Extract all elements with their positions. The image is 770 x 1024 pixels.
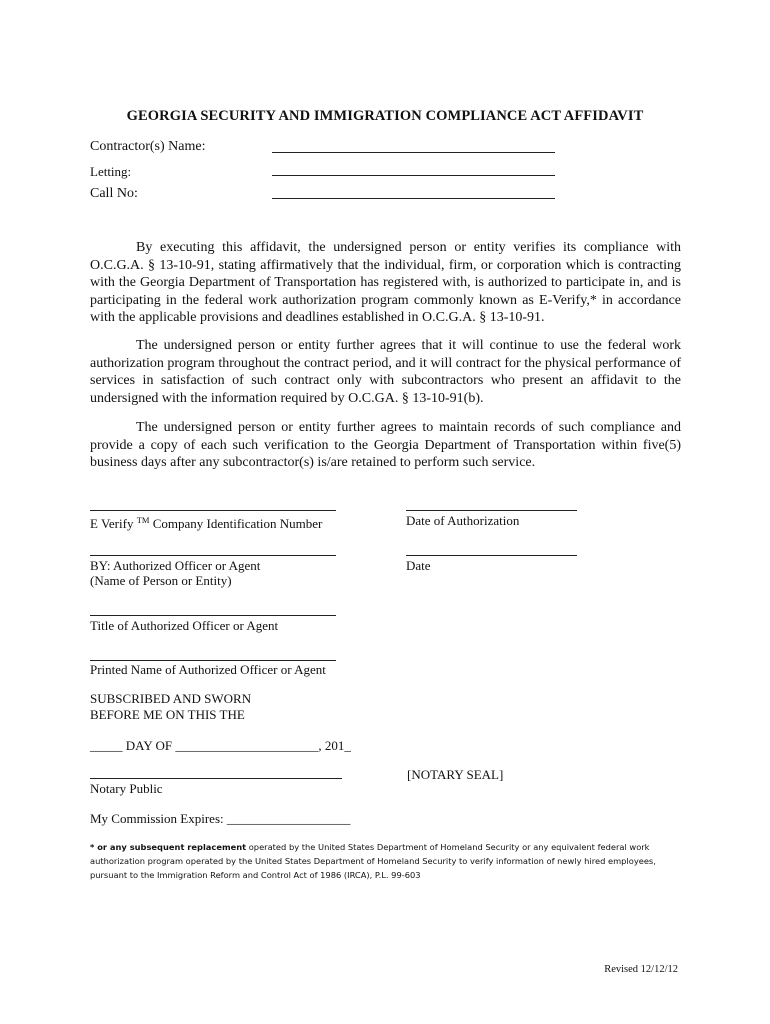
subscribed-line-1: SUBSCRIBED AND SWORN xyxy=(90,691,252,706)
date-of-authorization-label: Date of Authorization xyxy=(406,513,520,528)
name-of-person-label: (Name of Person or Entity) xyxy=(90,573,232,588)
everify-id-label xyxy=(90,512,322,532)
officer-title-label: Title of Authorized Officer or Agent xyxy=(90,618,279,633)
contractor-name-label: Contractor(s) Name: xyxy=(90,139,206,154)
revision-date: Revised 12/12/12 xyxy=(604,964,678,975)
notary-public-label: Notary Public xyxy=(90,781,163,796)
everify-prefix: E Verify xyxy=(90,516,134,531)
authorized-officer-field[interactable] xyxy=(90,555,336,556)
letting-field[interactable] xyxy=(272,175,555,176)
month-blank[interactable]: ______________________, xyxy=(175,738,322,753)
letting-label: Letting: xyxy=(90,164,132,179)
footnote xyxy=(90,840,686,883)
commission-expires-label: My Commission Expires: xyxy=(90,811,224,826)
contractor-name-field[interactable] xyxy=(272,152,555,153)
day-blank[interactable]: _____ xyxy=(90,738,123,753)
date-label: Date xyxy=(406,558,431,573)
trademark-mark: TM xyxy=(136,515,150,525)
officer-title-field[interactable] xyxy=(90,615,336,616)
document-title: GEORGIA SECURITY AND IMMIGRATION COMPLIANCE ACT AFFIDAVIT xyxy=(126,108,644,124)
day-of-label: DAY OF xyxy=(125,738,173,753)
year-blank[interactable]: 201_ xyxy=(324,738,351,753)
by-officer-label: BY: Authorized Officer or Agent xyxy=(90,558,261,573)
affidavit-paragraph-1: By executing this affidavit, the undersigned person or entity verifies its compliance with O.C.G.A. § 13-10-91, stating affirmatively that the individual, firm, or corporation which is contracting with the Georgia Department of Transportation has registered with, is authorized to participate in, and is participating in the federal work authorization program commonly known as E-Verify,* in accordance with the applicable provisions and deadlines established in O.C.G.A. § 13-10-91. xyxy=(90,240,681,326)
notary-signature-field[interactable] xyxy=(90,778,342,779)
commission-expires-line xyxy=(90,811,350,827)
call-no-label: Call No: xyxy=(90,186,138,201)
footnote-lead: * or any subsequent replacement xyxy=(90,842,247,852)
date-of-authorization-field[interactable] xyxy=(406,510,577,511)
day-of-line[interactable] xyxy=(90,738,351,754)
call-no-field[interactable] xyxy=(272,198,555,199)
affidavit-paragraph-3: The undersigned person or entity further agrees to maintain records of such compliance and provide a copy of each such verification to the Georgia Department of Transportation within five(5) business days after any subcontractor(s) is/are retained to perform such service. xyxy=(90,420,681,471)
printed-name-label: Printed Name of Authorized Officer or Agent xyxy=(90,662,326,677)
everify-id-field[interactable] xyxy=(90,510,336,511)
notary-seal-label: [NOTARY SEAL] xyxy=(407,767,504,782)
footnote-text: operated by the United States Department of Homeland Security or any equivalent federal work authorization program operated by the United States Department of Homeland Security to verify information of newly hired employees, pursuant to the Immigration Reform and Control Act of 1986 (IRCA), P.L. 99-603 xyxy=(90,842,656,881)
date-field[interactable] xyxy=(406,555,577,556)
subscribed-line-2: BEFORE ME ON THIS THE xyxy=(90,707,245,722)
everify-suffix: Company Identification Number xyxy=(152,516,323,531)
commission-expires-field[interactable]: ___________________ xyxy=(226,811,351,826)
affidavit-paragraph-2: The undersigned person or entity further agrees that it will continue to use the federal work authorization program throughout the contract period, and it will contract for the physical performance of services in satisfaction of such contract only with subcontractors who present an affidavit to the undersigned with the information required by O.C.GA. § 13-10-91(b). xyxy=(90,338,681,406)
printed-name-field[interactable] xyxy=(90,660,336,661)
